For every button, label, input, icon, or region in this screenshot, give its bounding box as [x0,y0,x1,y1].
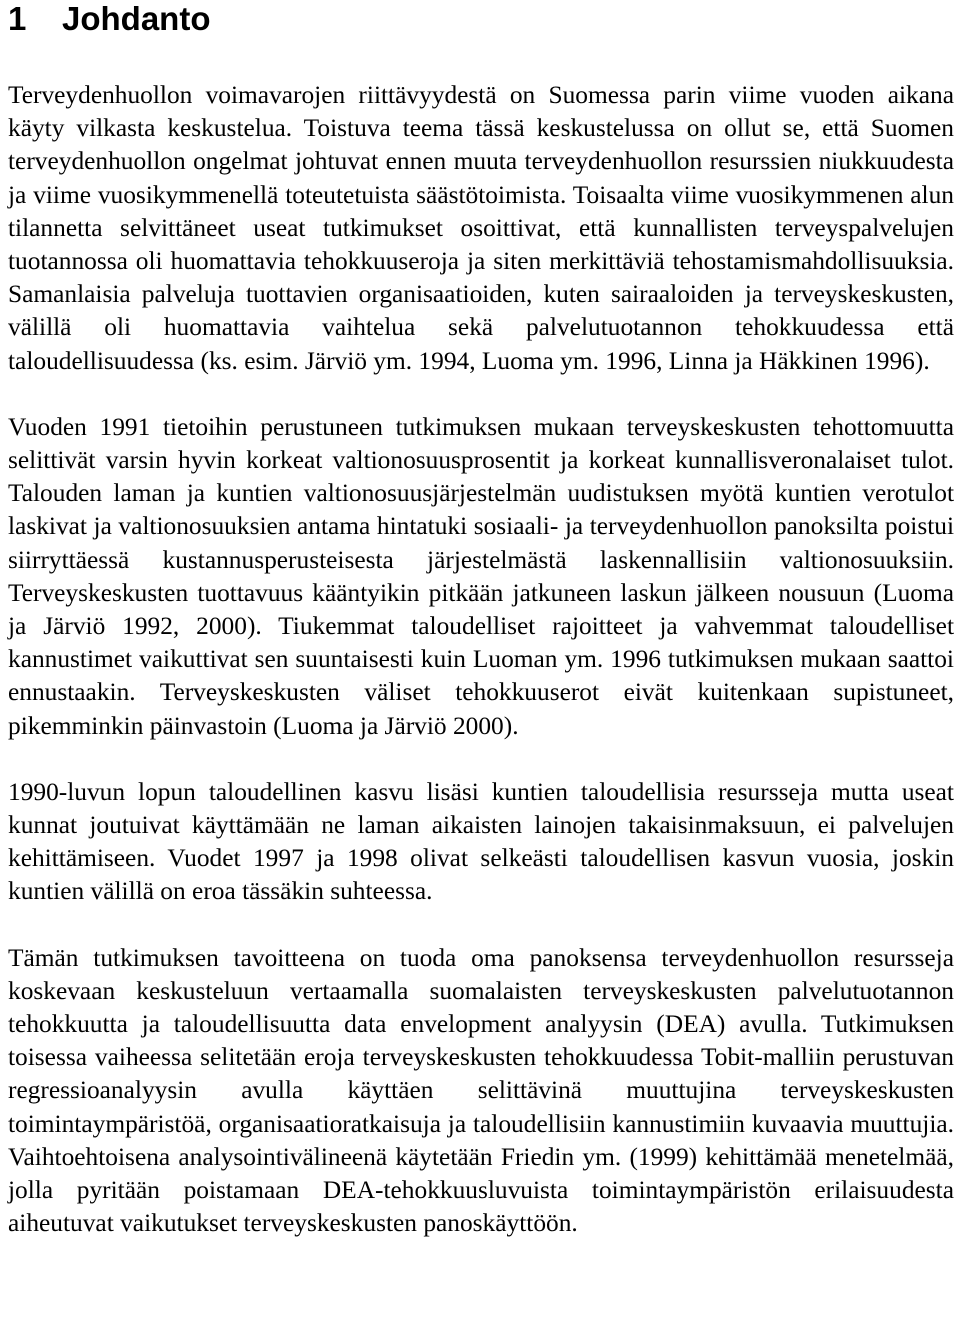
chapter-number: 1 [8,0,27,37]
paragraph: 1990-luvun lopun taloudellinen kasvu lisäsi kuntien taloudellisia resursseja mutta useat kunnat joutuivat käyttämään ne laman aikaisten lainojen takaisinmaksuun, ei palvelujen kehittämiseen. Vuodet 1997 ja 1998 olivat selkeästi taloudellisen kasvun vuosia, joskin kuntien välillä on eroa tässäkin suhteessa. [8,777,954,906]
paragraph: Vuoden 1991 tietoihin perustuneen tutkimuksen mukaan terveyskeskusten tehottomuutta selittivät varsin hyvin korkeat valtionosuusprosentit ja korkeat kunnallisveronalaiset tulot. Talouden laman ja kuntien valtionosuusjärjestelmän uudistuksen myötä kuntien verotulot laskivat ja valtionosuuksien antama hintatuki sosiaali- ja terveydenhuollon panoksilta poistui siirryttäessä kustannusperusteisesta järjestelmästä laskennallisiin valtionosuuksiin. Terveyskeskusten tuottavuus kääntyikin pitkään jatkuneen laskun jälkeen nousuun (Luoma ja Järviö 1992, 2000). Tiukemmat taloudelliset rajoitteet ja vahvemmat taloudelliset kannustimet vaikuttivat sen suuntaisesti kuin Luoman ym. 1996 tutkimuksen mukaan saattoi ennustaakin. Terveyskeskusten väliset tehokkuuserot eivät kuitenkaan supistuneet, pikemminkin päinvastoin (Luoma ja Järviö 2000). [8,412,954,740]
paragraph: Terveydenhuollon voimavarojen riittävyydestä on Suomessa parin viime vuoden aikana käyty vilkasta keskustelua. Toistuva teema tässä keskustelussa on ollut se, että Suomen terveydenhuollon ongelmat johtuvat ennen muuta terveydenhuollon resurssien niukkuudesta ja viime vuosikymmenellä toteutetuista säästötoimista. Toisaalta viime vuosikymmenen alun tilannetta selvittäneet useat tutkimukset osoittivat, että kunnallisten terveyspalvelujen tuotannossa oli huomattavia tehokkuuseroja ja siten merkittäviä tehostamismahdollisuuksia. Samanlaisia palveluja tuottavien organisaatioiden, kuten sairaaloiden ja terveyskeskusten, välillä oli huomattavia vaihtelua sekä palvelutuotannon tehokkuudessa että taloudellisuudessa (ks. esim. Järviö ym. 1994, Luoma ym. 1996, Linna ja Häkkinen 1996). [8,81,954,375]
chapter-heading [8,0,954,44]
paragraph: Tämän tutkimuksen tavoitteena on tuoda oma panoksensa terveydenhuollon resursseja koskevaan keskusteluun vertaamalla suomalaisten terveyskeskusten palvelutuotannon tehokkuutta ja taloudellisuutta data envelopment analyysin (DEA) avulla. Tutkimuksen toisessa vaiheessa selitetään eroja terveyskeskusten tehokkuudessa Tobit-malliin perustuvan regressioanalyysin avulla käyttäen selittävinä muuttujina terveyskeskusten toimintaympäristöä, organisaatioratkaisuja ja taloudellisiin kannustimiin kuvaavia muuttujia. Vaihtoehtoisena analysointivälineenä käytetään Friedin ym. (1999) kehittämää menetelmää, jolla pyritään poistamaan DEA-tehokkuusluvuista toimintaympäristön erilaisuudesta aiheutuvat vaikutukset terveyskeskusten panoskäyttöön. [8,943,954,1238]
body-text [8,79,954,1241]
chapter-title: Johdanto [62,0,211,37]
